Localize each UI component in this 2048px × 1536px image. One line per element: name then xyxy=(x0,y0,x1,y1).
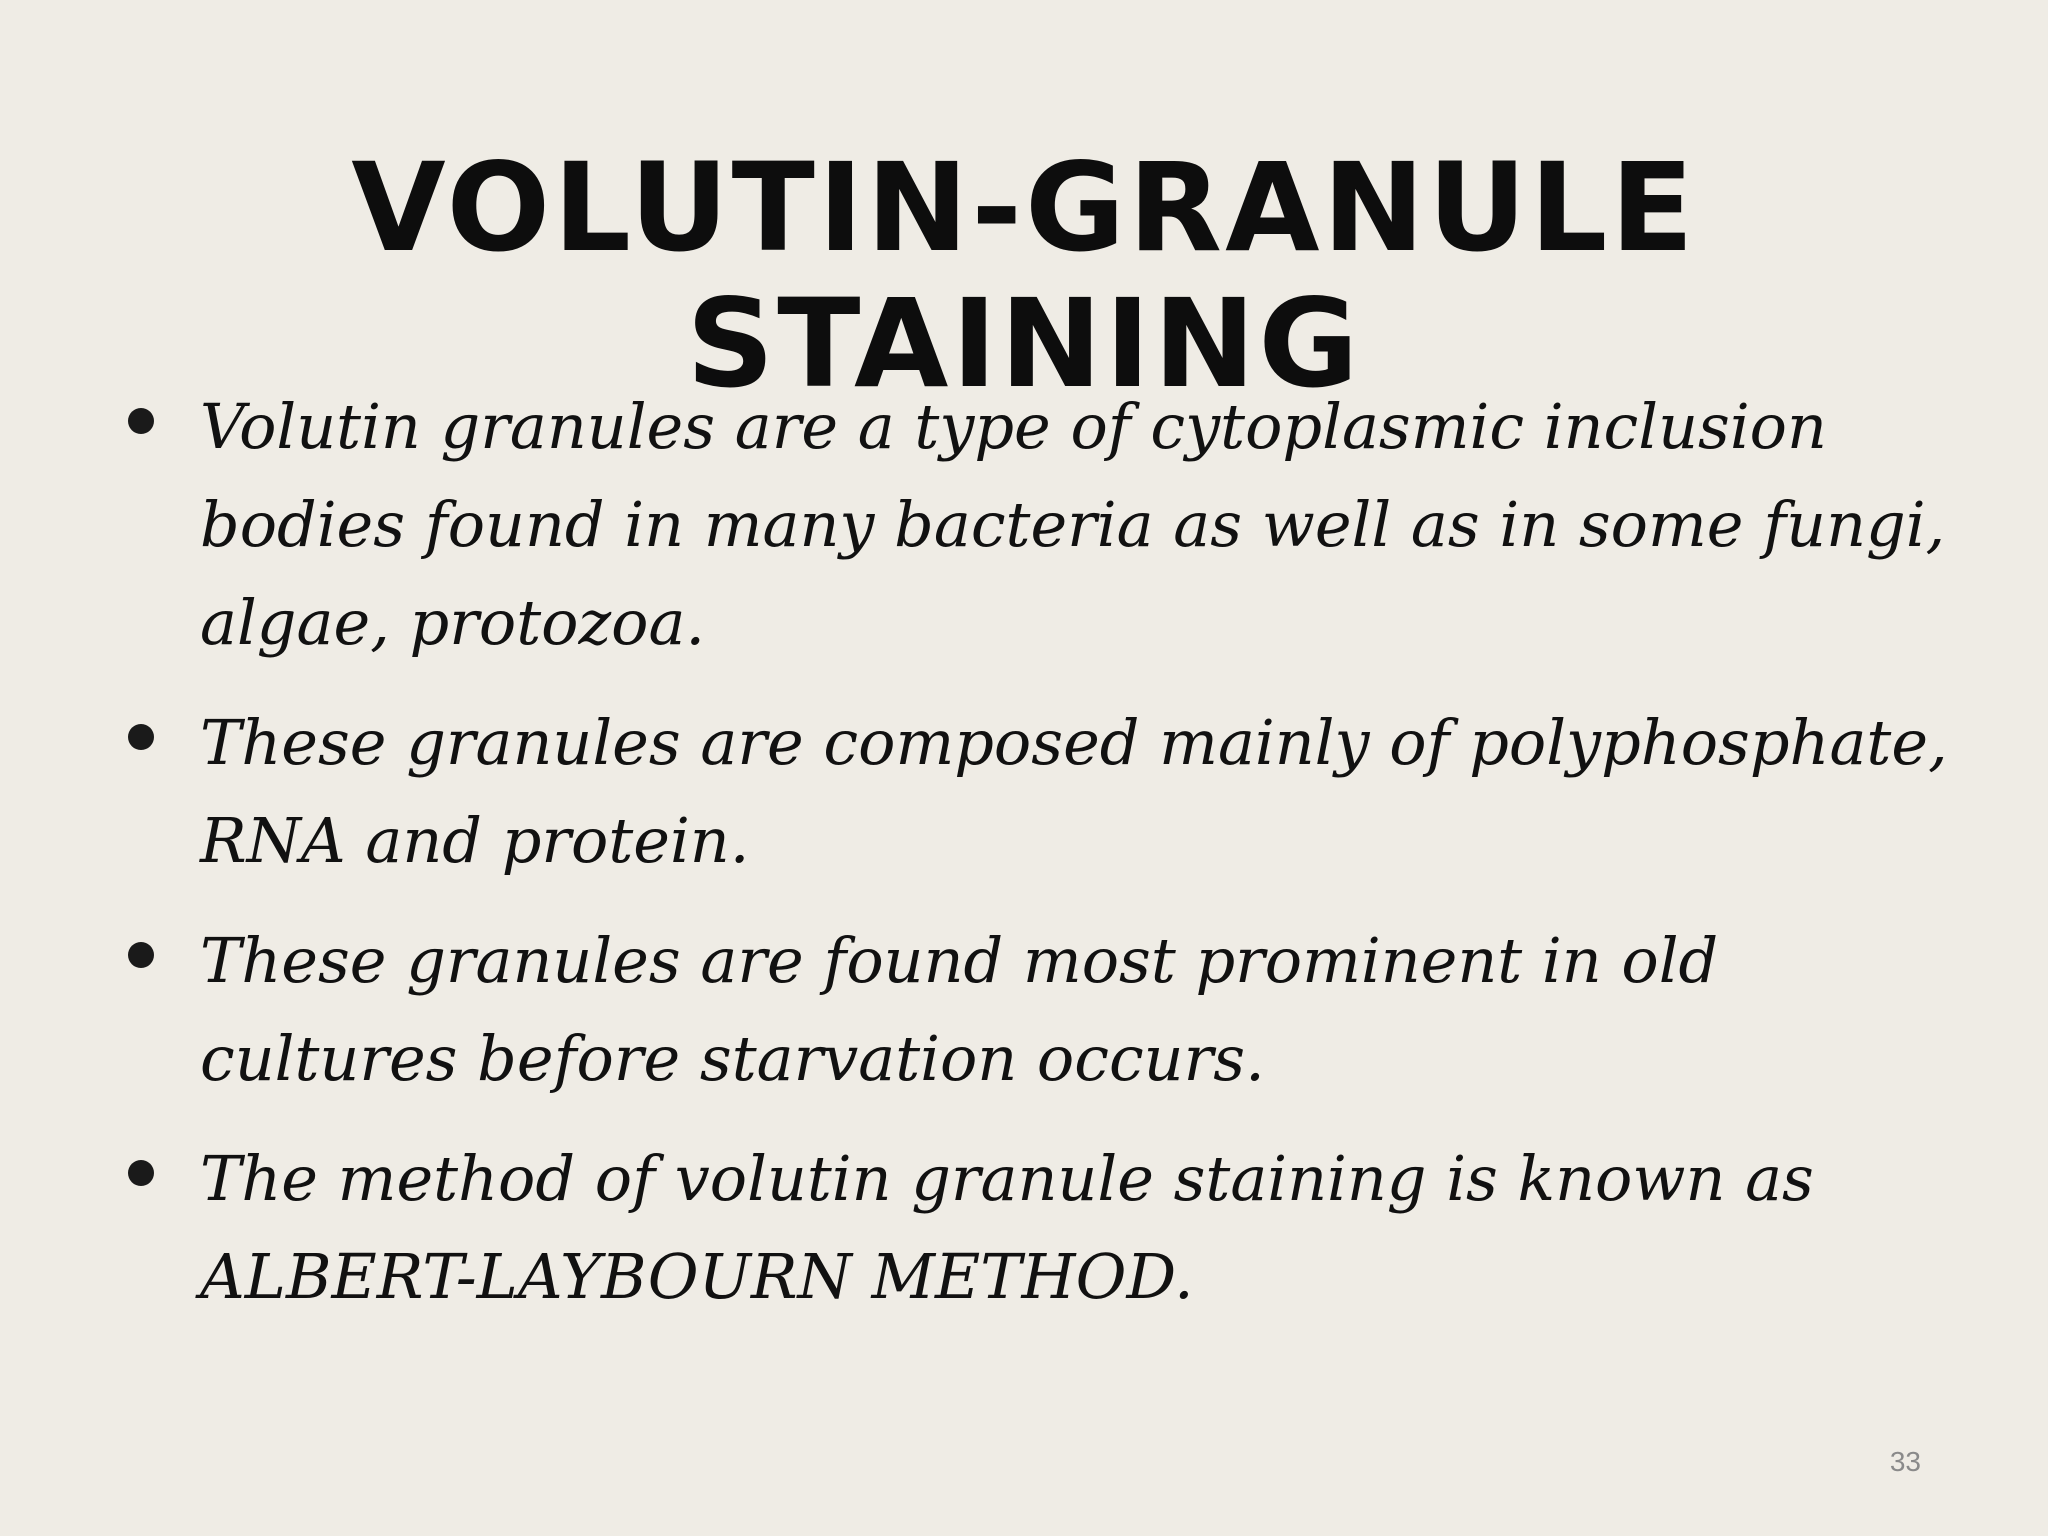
bullet-dot-icon xyxy=(128,724,154,750)
bullet-text: The method of volutin granule staining is known as ALBERT-LAYBOURN METHOD. xyxy=(200,1142,1814,1313)
bullet-text: These granules are found most prominent in old cultures before starvation occurs. xyxy=(200,924,1719,1095)
bullet-item xyxy=(120,1130,1950,1326)
bullet-dot-icon xyxy=(128,942,154,968)
slide-title xyxy=(0,136,2048,415)
bullet-item xyxy=(120,912,1950,1108)
bullet-dot-icon xyxy=(128,408,154,434)
bullet-item xyxy=(120,378,1950,672)
bullet-list xyxy=(120,378,1950,1348)
slide-title-line-1: VOLUTIN-GRANULE xyxy=(351,136,1697,279)
page-number: 33 xyxy=(1889,1446,1921,1477)
bullet-item xyxy=(120,694,1950,890)
bullet-text: These granules are composed mainly of polyphosphate, RNA and protein. xyxy=(200,706,1948,877)
bullet-dot-icon xyxy=(128,1160,154,1186)
slide-title-line-2: STAINING xyxy=(686,272,1362,415)
bullet-text: Volutin granules are a type of cytoplasmic inclusion bodies found in many bacteria as well as in some fungi, algae, protozoa. xyxy=(200,390,1946,659)
